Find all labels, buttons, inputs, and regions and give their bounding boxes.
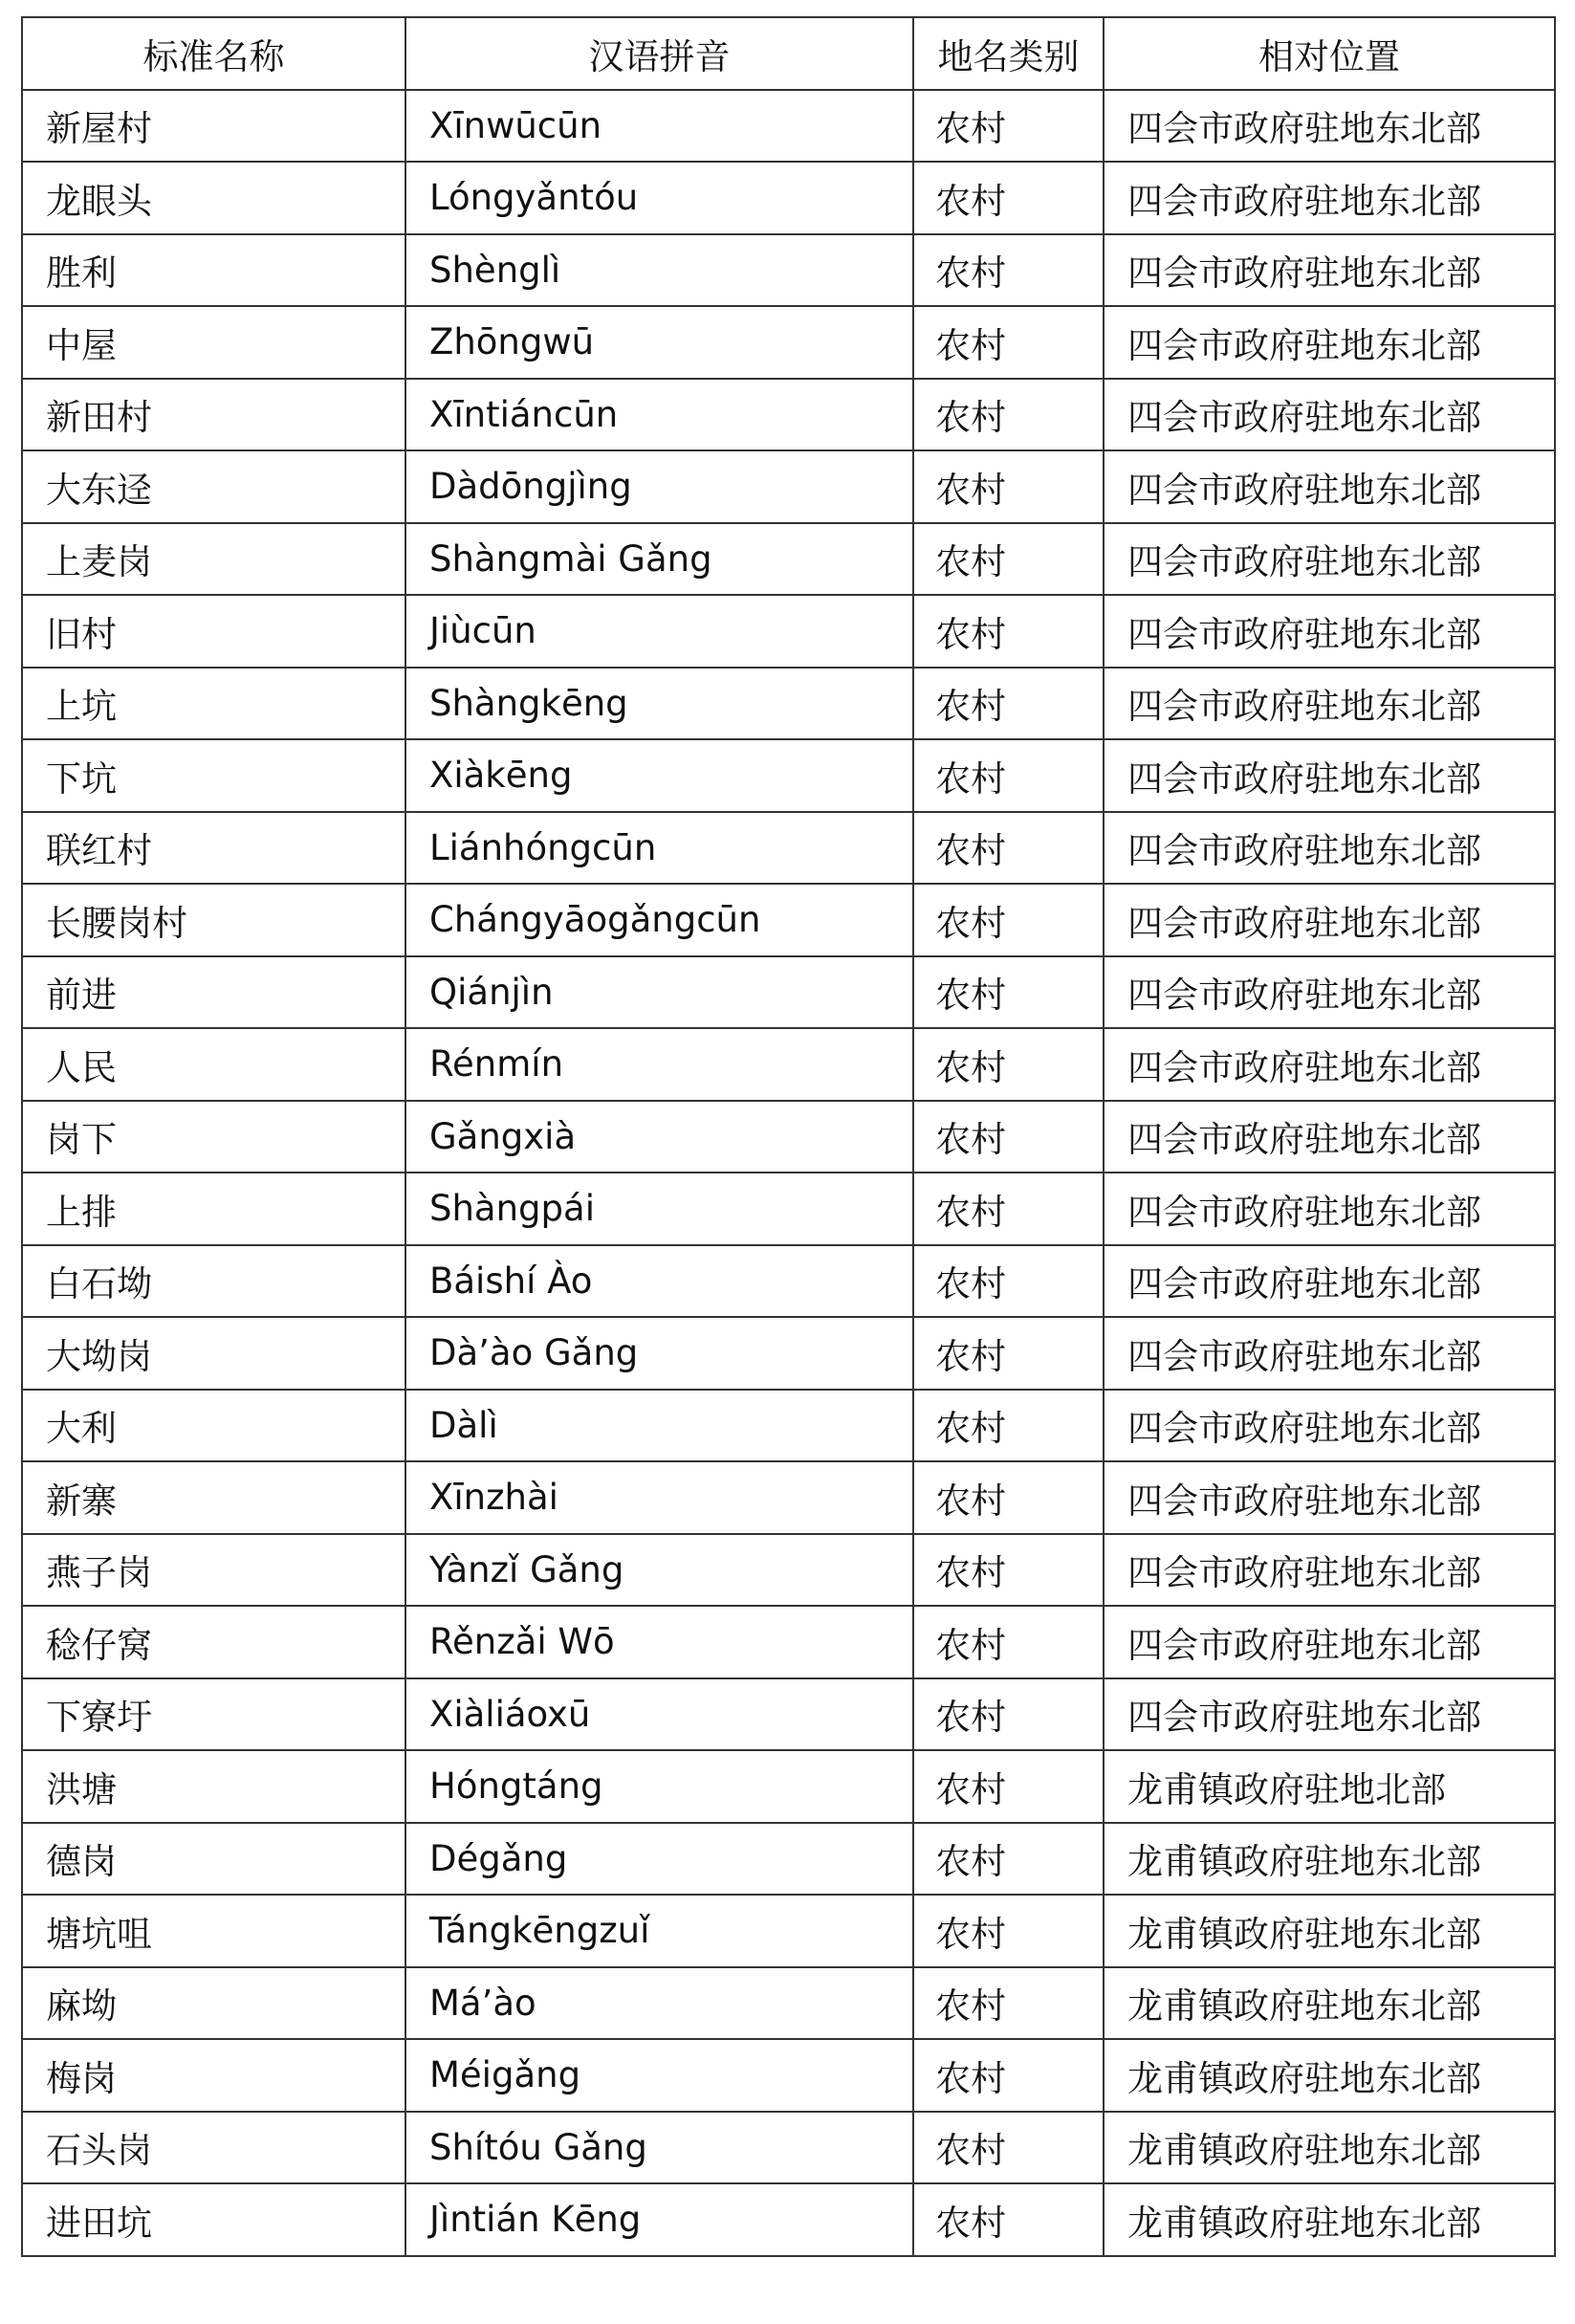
- cell-location: 四会市政府驻地东北部: [1104, 1173, 1555, 1245]
- cell-pinyin: Shènglì: [405, 234, 913, 307]
- cell-standard-name: 白石坳: [22, 1245, 405, 1318]
- cell-pinyin: Hóngtáng: [405, 1750, 913, 1823]
- cell-category: 农村: [913, 2039, 1104, 2112]
- header-pinyin: 汉语拼音: [405, 17, 913, 90]
- cell-location: 四会市政府驻地东北部: [1104, 595, 1555, 668]
- cell-pinyin: Méigǎng: [405, 2039, 913, 2112]
- table-row: [22, 523, 1555, 596]
- cell-pinyin: Qiánjìn: [405, 956, 913, 1029]
- cell-category: 农村: [913, 90, 1104, 163]
- cell-location: 龙甫镇政府驻地东北部: [1104, 1823, 1555, 1896]
- cell-standard-name: 塘坑咀: [22, 1895, 405, 1967]
- cell-category: 农村: [913, 2183, 1104, 2256]
- cell-location: 四会市政府驻地东北部: [1104, 956, 1555, 1029]
- cell-pinyin: Báishí Ào: [405, 1245, 913, 1318]
- cell-pinyin: Tángkēngzuǐ: [405, 1895, 913, 1967]
- cell-category: 农村: [913, 1895, 1104, 1967]
- cell-standard-name: 洪塘: [22, 1750, 405, 1823]
- table-row: [22, 1390, 1555, 1462]
- cell-standard-name: 龙眼头: [22, 162, 405, 234]
- cell-location: 四会市政府驻地东北部: [1104, 1245, 1555, 1318]
- cell-pinyin: Dàdōngjìng: [405, 450, 913, 523]
- cell-pinyin: Shítóu Gǎng: [405, 2112, 913, 2184]
- cell-pinyin: Xiàkēng: [405, 739, 913, 812]
- cell-category: 农村: [913, 1028, 1104, 1101]
- cell-category: 农村: [913, 1317, 1104, 1390]
- cell-category: 农村: [913, 1245, 1104, 1318]
- table-row: [22, 162, 1555, 234]
- table-row: [22, 739, 1555, 812]
- cell-pinyin: Dà’ào Gǎng: [405, 1317, 913, 1390]
- cell-location: 四会市政府驻地东北部: [1104, 1101, 1555, 1173]
- cell-category: 农村: [913, 523, 1104, 596]
- table-row: [22, 2039, 1555, 2112]
- cell-pinyin: Rěnzǎi Wō: [405, 1606, 913, 1678]
- table-row: [22, 90, 1555, 163]
- cell-pinyin: Liánhóngcūn: [405, 812, 913, 885]
- table-row: [22, 1101, 1555, 1173]
- cell-standard-name: 石头岗: [22, 2112, 405, 2184]
- header-standard-name: 标准名称: [22, 17, 405, 90]
- cell-category: 农村: [913, 1823, 1104, 1896]
- cell-pinyin: Zhōngwū: [405, 306, 913, 379]
- cell-standard-name: 旧村: [22, 595, 405, 668]
- cell-standard-name: 德岗: [22, 1823, 405, 1896]
- cell-standard-name: 梅岗: [22, 2039, 405, 2112]
- cell-category: 农村: [913, 812, 1104, 885]
- cell-category: 农村: [913, 1534, 1104, 1607]
- table-row: [22, 1245, 1555, 1318]
- cell-location: 龙甫镇政府驻地北部: [1104, 1750, 1555, 1823]
- cell-location: 四会市政府驻地东北部: [1104, 306, 1555, 379]
- table-header-row: [22, 17, 1555, 90]
- cell-standard-name: 大坳岗: [22, 1317, 405, 1390]
- cell-pinyin: Chángyāogǎngcūn: [405, 884, 913, 956]
- table-row: [22, 956, 1555, 1029]
- cell-category: 农村: [913, 884, 1104, 956]
- table-row: [22, 306, 1555, 379]
- cell-category: 农村: [913, 1101, 1104, 1173]
- cell-standard-name: 人民: [22, 1028, 405, 1101]
- cell-location: 四会市政府驻地东北部: [1104, 1606, 1555, 1678]
- table-row: [22, 668, 1555, 740]
- table-row: [22, 2112, 1555, 2184]
- table-row: [22, 1967, 1555, 2040]
- cell-pinyin: Shàngpái: [405, 1173, 913, 1245]
- cell-location: 四会市政府驻地东北部: [1104, 1028, 1555, 1101]
- table-row: [22, 812, 1555, 885]
- cell-pinyin: Dégǎng: [405, 1823, 913, 1896]
- cell-location: 四会市政府驻地东北部: [1104, 1461, 1555, 1534]
- cell-category: 农村: [913, 1967, 1104, 2040]
- cell-pinyin: Xīntiáncūn: [405, 379, 913, 451]
- cell-category: 农村: [913, 306, 1104, 379]
- table-row: [22, 1173, 1555, 1245]
- table-row: [22, 1028, 1555, 1101]
- cell-standard-name: 联红村: [22, 812, 405, 885]
- table-row: [22, 1534, 1555, 1607]
- cell-category: 农村: [913, 1173, 1104, 1245]
- cell-pinyin: Má’ào: [405, 1967, 913, 2040]
- cell-location: 龙甫镇政府驻地东北部: [1104, 2112, 1555, 2184]
- table-row: [22, 379, 1555, 451]
- cell-location: 四会市政府驻地东北部: [1104, 739, 1555, 812]
- cell-standard-name: 下寮圩: [22, 1678, 405, 1751]
- cell-standard-name: 长腰岗村: [22, 884, 405, 956]
- cell-pinyin: Rénmín: [405, 1028, 913, 1101]
- cell-standard-name: 胜利: [22, 234, 405, 307]
- cell-location: 四会市政府驻地东北部: [1104, 523, 1555, 596]
- cell-standard-name: 进田坑: [22, 2183, 405, 2256]
- cell-standard-name: 岗下: [22, 1101, 405, 1173]
- cell-category: 农村: [913, 379, 1104, 451]
- cell-location: 四会市政府驻地东北部: [1104, 450, 1555, 523]
- cell-pinyin: Xiàliáoxū: [405, 1678, 913, 1751]
- cell-pinyin: Xīnzhài: [405, 1461, 913, 1534]
- cell-pinyin: Dàlì: [405, 1390, 913, 1462]
- cell-standard-name: 上坑: [22, 668, 405, 740]
- cell-pinyin: Yànzǐ Gǎng: [405, 1534, 913, 1607]
- table-row: [22, 450, 1555, 523]
- cell-location: 四会市政府驻地东北部: [1104, 1317, 1555, 1390]
- cell-location: 四会市政府驻地东北部: [1104, 1678, 1555, 1751]
- cell-location: 四会市政府驻地东北部: [1104, 1390, 1555, 1462]
- table-row: [22, 1823, 1555, 1896]
- table-row: [22, 1678, 1555, 1751]
- cell-standard-name: 中屋: [22, 306, 405, 379]
- cell-standard-name: 燕子岗: [22, 1534, 405, 1607]
- cell-standard-name: 上排: [22, 1173, 405, 1245]
- cell-location: 龙甫镇政府驻地东北部: [1104, 1895, 1555, 1967]
- cell-category: 农村: [913, 739, 1104, 812]
- place-name-table: [21, 16, 1556, 2257]
- cell-pinyin: Gǎngxià: [405, 1101, 913, 1173]
- cell-category: 农村: [913, 2112, 1104, 2184]
- cell-standard-name: 大利: [22, 1390, 405, 1462]
- cell-location: 四会市政府驻地东北部: [1104, 1534, 1555, 1607]
- cell-category: 农村: [913, 1461, 1104, 1534]
- cell-standard-name: 前进: [22, 956, 405, 1029]
- cell-location: 四会市政府驻地东北部: [1104, 234, 1555, 307]
- table-row: [22, 2183, 1555, 2256]
- table-row: [22, 1895, 1555, 1967]
- cell-standard-name: 下坑: [22, 739, 405, 812]
- cell-standard-name: 新屋村: [22, 90, 405, 163]
- cell-category: 农村: [913, 1678, 1104, 1751]
- header-category: 地名类别: [913, 17, 1104, 90]
- cell-category: 农村: [913, 1390, 1104, 1462]
- cell-location: 龙甫镇政府驻地东北部: [1104, 2039, 1555, 2112]
- cell-standard-name: 大东迳: [22, 450, 405, 523]
- cell-category: 农村: [913, 1606, 1104, 1678]
- cell-standard-name: 上麦岗: [22, 523, 405, 596]
- cell-pinyin: Lóngyǎntóu: [405, 162, 913, 234]
- cell-location: 龙甫镇政府驻地东北部: [1104, 2183, 1555, 2256]
- cell-category: 农村: [913, 956, 1104, 1029]
- cell-standard-name: 新寨: [22, 1461, 405, 1534]
- cell-location: 四会市政府驻地东北部: [1104, 379, 1555, 451]
- cell-pinyin: Shàngkēng: [405, 668, 913, 740]
- table-row: [22, 1606, 1555, 1678]
- table-row: [22, 595, 1555, 668]
- cell-location: 四会市政府驻地东北部: [1104, 90, 1555, 163]
- table-row: [22, 1461, 1555, 1534]
- cell-category: 农村: [913, 450, 1104, 523]
- cell-standard-name: 稔仔窝: [22, 1606, 405, 1678]
- cell-pinyin: Jiùcūn: [405, 595, 913, 668]
- cell-pinyin: Jìntián Kēng: [405, 2183, 913, 2256]
- cell-standard-name: 麻坳: [22, 1967, 405, 2040]
- cell-location: 四会市政府驻地东北部: [1104, 884, 1555, 956]
- cell-pinyin: Xīnwūcūn: [405, 90, 913, 163]
- cell-location: 四会市政府驻地东北部: [1104, 812, 1555, 885]
- cell-pinyin: Shàngmài Gǎng: [405, 523, 913, 596]
- cell-category: 农村: [913, 1750, 1104, 1823]
- header-location: 相对位置: [1104, 17, 1555, 90]
- cell-location: 四会市政府驻地东北部: [1104, 162, 1555, 234]
- cell-category: 农村: [913, 162, 1104, 234]
- cell-location: 四会市政府驻地东北部: [1104, 668, 1555, 740]
- table-row: [22, 1750, 1555, 1823]
- cell-category: 农村: [913, 668, 1104, 740]
- table-row: [22, 234, 1555, 307]
- cell-location: 龙甫镇政府驻地东北部: [1104, 1967, 1555, 2040]
- cell-standard-name: 新田村: [22, 379, 405, 451]
- table-row: [22, 884, 1555, 956]
- cell-category: 农村: [913, 595, 1104, 668]
- table-row: [22, 1317, 1555, 1390]
- table-body: [22, 90, 1555, 2256]
- cell-category: 农村: [913, 234, 1104, 307]
